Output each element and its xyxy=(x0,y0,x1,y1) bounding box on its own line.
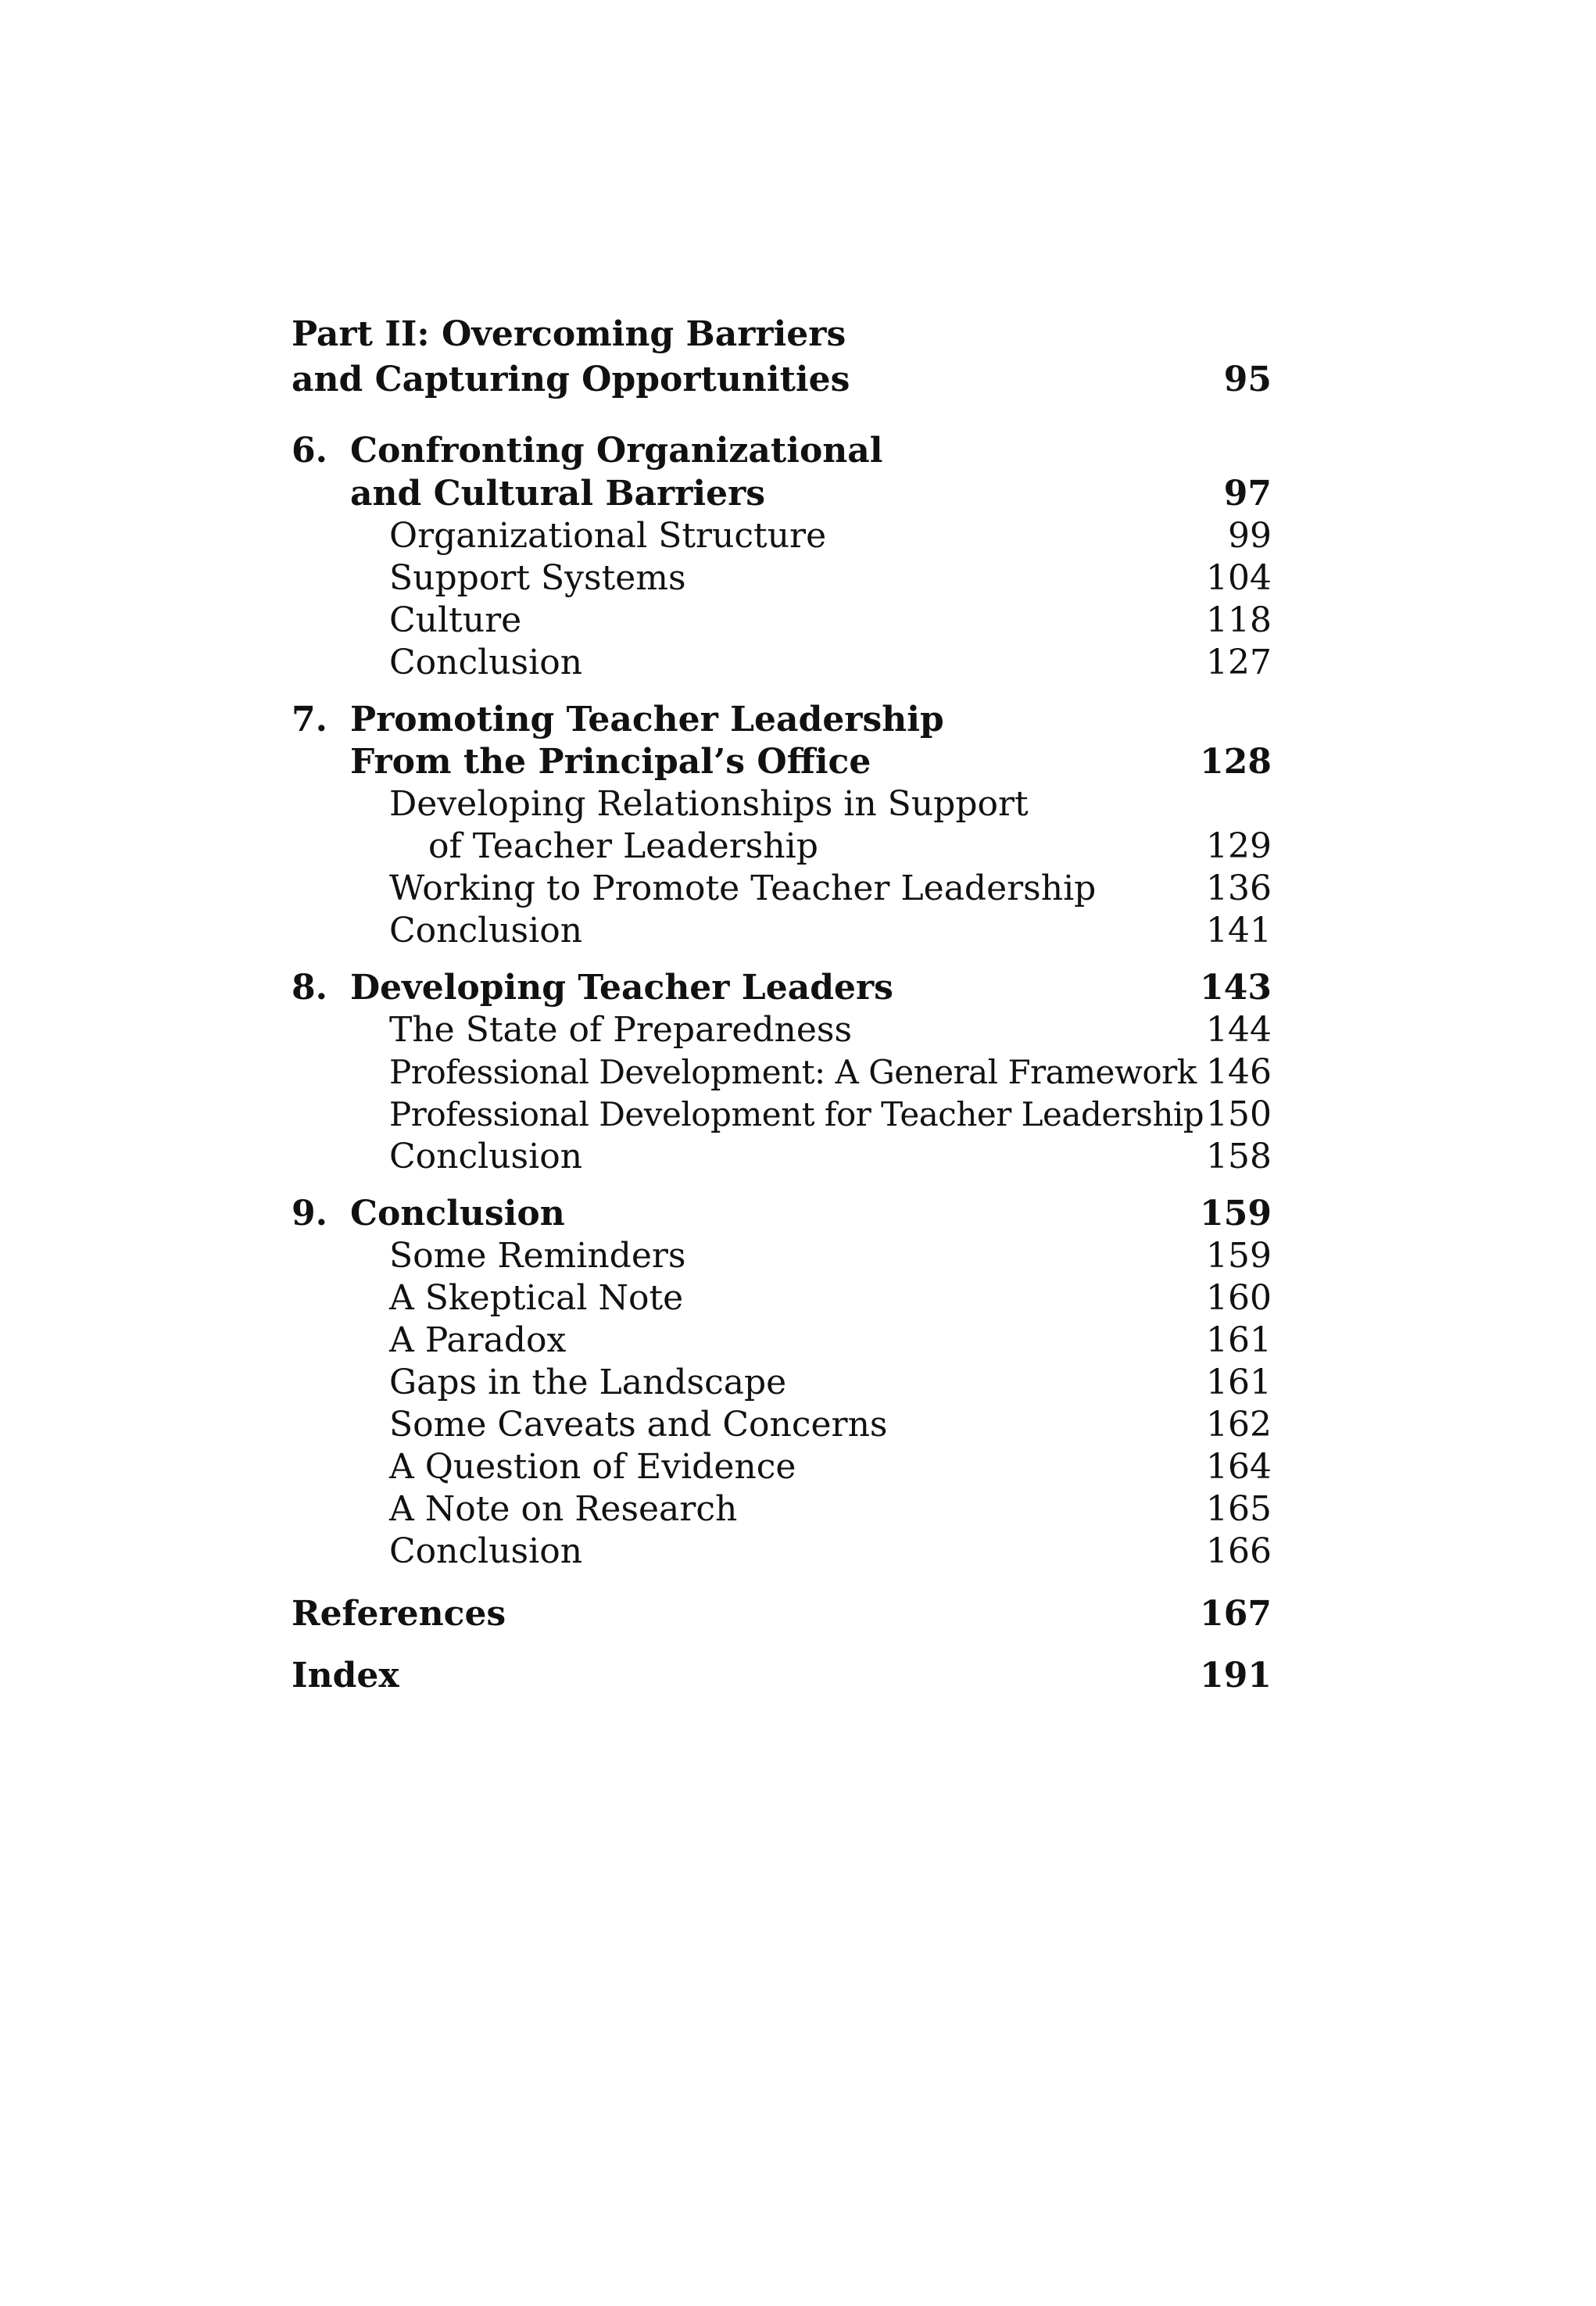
section-page-number: 146 xyxy=(1206,1052,1272,1092)
section-page-number: 99 xyxy=(1228,516,1272,556)
section-page-number: 136 xyxy=(1206,868,1272,908)
part-title-line2: and Capturing Opportunities xyxy=(292,360,850,399)
section-label-line2: of Teacher Leadership xyxy=(428,826,818,866)
section-label: The State of Preparedness xyxy=(389,1010,853,1050)
section-label: Support Systems xyxy=(389,558,686,598)
chapter-title-line2: From the Principal’s Office xyxy=(350,742,871,782)
section-page-number: 118 xyxy=(1206,600,1272,640)
section-page-number: 160 xyxy=(1206,1278,1272,1318)
section-label: Culture xyxy=(389,600,522,640)
chapter-title-line1: Promoting Teacher Leadership xyxy=(350,700,944,739)
section-page-number: 159 xyxy=(1206,1236,1272,1276)
chapter-page-number: 159 xyxy=(1200,1194,1272,1234)
section-label: Professional Development: A General Framework xyxy=(389,1053,1197,1091)
section-label: A Paradox xyxy=(389,1320,567,1360)
back-matter-page-number: 191 xyxy=(1200,1656,1272,1695)
section-page-number: 165 xyxy=(1206,1489,1272,1529)
section-page-number: 164 xyxy=(1206,1447,1272,1487)
chapter-page-number: 143 xyxy=(1200,968,1272,1008)
section-page-number: 161 xyxy=(1206,1320,1272,1360)
section-label: Some Reminders xyxy=(389,1236,686,1276)
section-page-number: 129 xyxy=(1206,826,1272,866)
part-title-line1: Part II: Overcoming Barriers xyxy=(292,314,846,354)
chapter-title-line1: Developing Teacher Leaders xyxy=(350,968,893,1008)
section-label: Working to Promote Teacher Leadership xyxy=(389,868,1097,908)
section-page-number: 144 xyxy=(1206,1010,1272,1050)
section-label: Conclusion xyxy=(389,911,583,951)
section-page-number: 150 xyxy=(1206,1094,1272,1134)
section-label: Gaps in the Landscape xyxy=(389,1362,787,1402)
chapter-page-number: 97 xyxy=(1223,474,1272,514)
back-matter-label: References xyxy=(292,1594,506,1634)
chapter-number: 7. xyxy=(292,700,327,739)
section-label: A Note on Research xyxy=(389,1489,738,1529)
section-page-number: 166 xyxy=(1206,1531,1272,1571)
section-page-number: 161 xyxy=(1206,1362,1272,1402)
section-page-number: 141 xyxy=(1206,911,1272,951)
chapter-title-line1: Confronting Organizational xyxy=(350,431,883,471)
section-label-line1: Developing Relationships in Support xyxy=(389,784,1029,824)
section-page-number: 158 xyxy=(1206,1137,1272,1176)
section-label: Conclusion xyxy=(389,1137,583,1176)
chapter-number: 6. xyxy=(292,431,327,471)
chapter-page-number: 128 xyxy=(1200,742,1272,782)
section-label: Organizational Structure xyxy=(389,516,827,556)
section-label: Professional Development for Teacher Leadership xyxy=(389,1095,1204,1133)
section-page-number: 162 xyxy=(1206,1405,1272,1445)
section-label: Conclusion xyxy=(389,643,583,682)
section-page-number: 104 xyxy=(1206,558,1272,598)
part-page-number: 95 xyxy=(1223,360,1272,399)
section-label: Some Caveats and Concerns xyxy=(389,1405,888,1445)
section-label: A Question of Evidence xyxy=(389,1447,796,1487)
chapter-number: 9. xyxy=(292,1194,327,1234)
chapter-title-line2: and Cultural Barriers xyxy=(350,474,766,514)
section-label: A Skeptical Note xyxy=(389,1278,684,1318)
section-label: Conclusion xyxy=(389,1531,583,1571)
section-page-number: 127 xyxy=(1206,643,1272,682)
chapter-title-line1: Conclusion xyxy=(350,1194,565,1234)
back-matter-label: Index xyxy=(292,1656,399,1695)
chapter-number: 8. xyxy=(292,968,327,1008)
back-matter-page-number: 167 xyxy=(1200,1594,1272,1634)
